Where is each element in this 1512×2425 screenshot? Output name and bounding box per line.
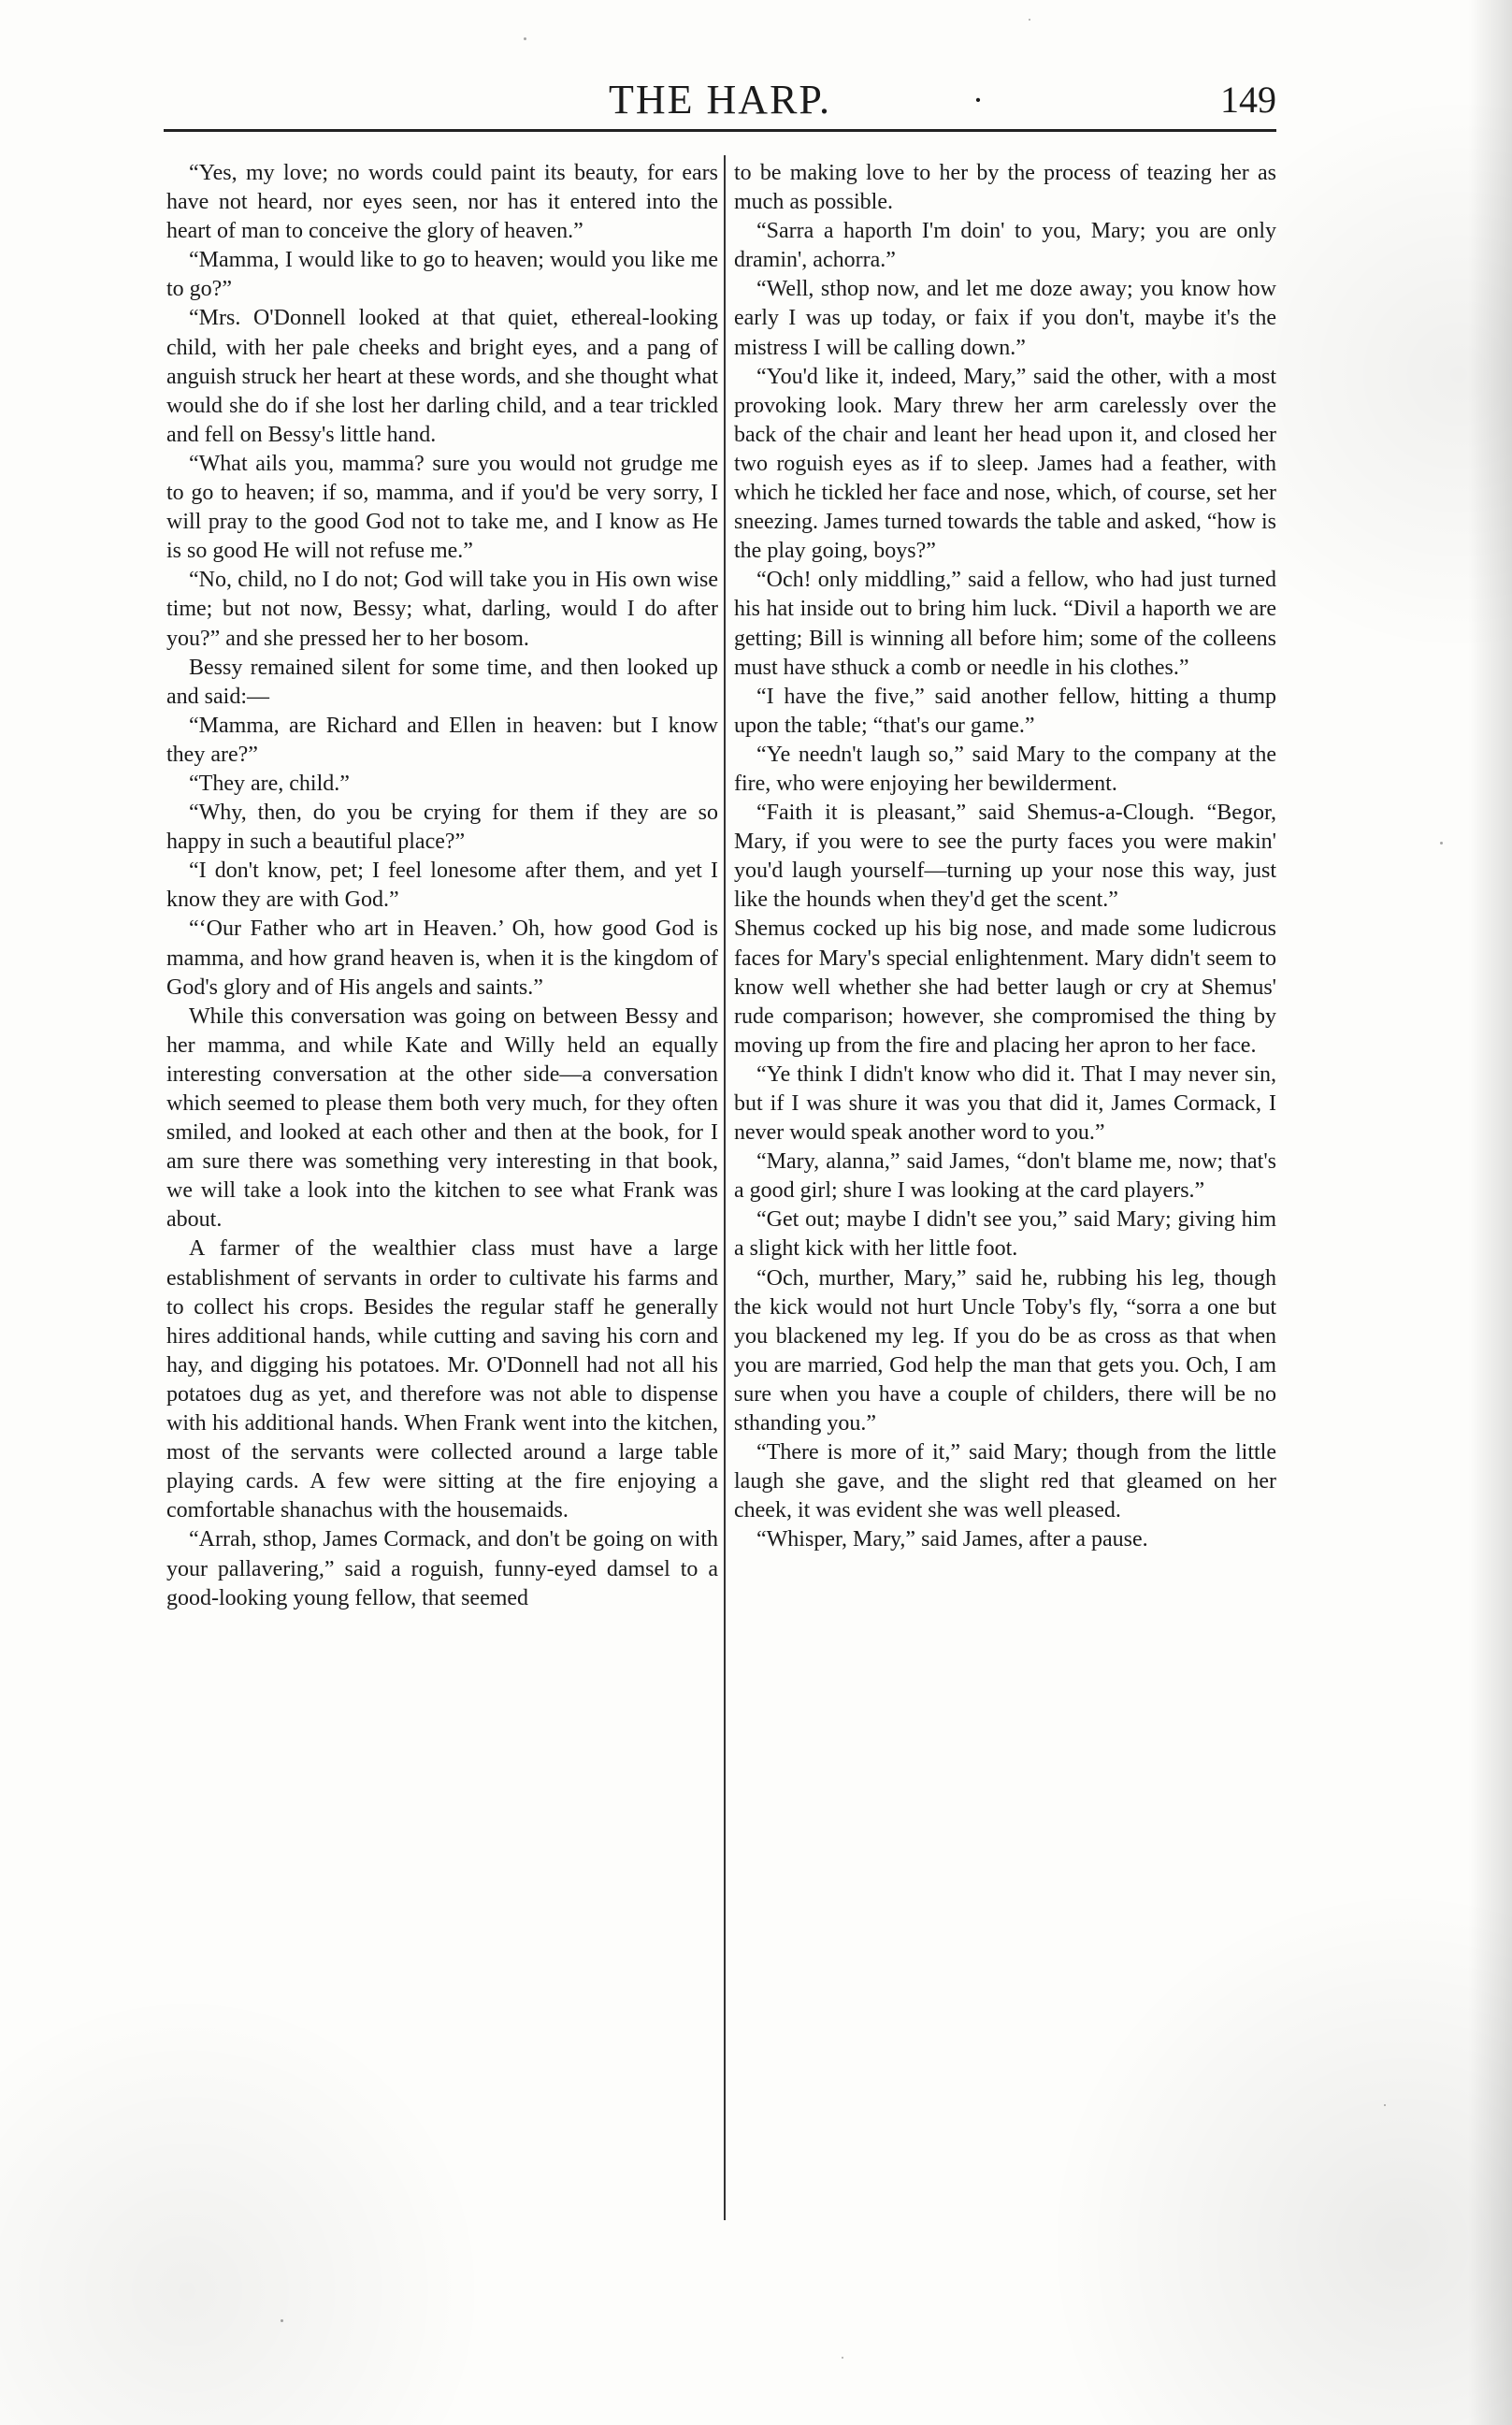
paragraph: A farmer of the wealthier class must have a large establishment of servants in order to cultivate his farms and to collect his crops. Besides the regular staff he generally hires additional hands, while cutting and saving his corn and hay, and digging his potatoes. Mr. O'Donnell had not all his potatoes dug as yet, and therefore was not able to dispense with his additional hands. When Frank went into the kitchen, most of the servants were collected around a large table playing cards. A few were sitting at the fire enjoying a comfortable shanachus with the housemaids. (166, 1236, 718, 1523)
paragraph: “Mamma, are Richard and Ellen in heaven: but I know they are?” (166, 713, 718, 767)
paragraph: “Mrs. O'Donnell looked at that quiet, ethereal-looking child, with her pale cheeks and bright eyes, and a pang of anguish struck her heart at these words, and she thought what would she do if she lost her darling child, and a tear trickled and fell on Bessy's little hand. (166, 306, 718, 447)
paragraph: “They are, child.” (189, 771, 350, 796)
paper-speck (524, 37, 526, 40)
paragraph: “‘Our Father who art in Heaven.’ Oh, how good God is mamma, and how grand heaven is, when it is the kingdom of God's glory and of His angels and saints.” (166, 917, 718, 1000)
column-divider (724, 155, 726, 2220)
paper-speck (281, 2319, 283, 2322)
paragraph: “Sarra a haporth I'm doin' to you, Mary; you are only dramin', achorra.” (734, 219, 1276, 273)
paragraph: “Whisper, Mary,” said James, after a pause. (756, 1527, 1148, 1552)
paragraph: “Get out; maybe I didn't see you,” said Mary; giving him a slight kick with her little foot. (734, 1207, 1276, 1262)
paper-speck (1440, 842, 1443, 844)
paragraph: Shemus cocked up his big nose, and made some ludicrous faces for Mary's special enlightenment. Mary didn't seem to know well whether she had better laugh or cry at Shemus' rude comparison; however, she compromised the thing by moving up from the fire and placing her apron to her face. (734, 917, 1276, 1058)
paragraph: “Ye needn't laugh so,” said Mary to the company at the fire, who were enjoying her bewilderment. (734, 742, 1276, 796)
paragraph: “There is more of it,” said Mary; though from the little laugh she gave, and the slight red that gleamed on her cheek, it was evident she was well pleased. (734, 1440, 1276, 1523)
paragraph: “Faith it is pleasant,” said Shemus-a-Clough. “Begor, Mary, if you were to see the purty faces you were makin' you'd laugh yourself—turning up your nose this way, just like the hounds when they'd get the scent.” (734, 801, 1276, 913)
paragraph: “Och! only middling,” said a fellow, who had just turned his hat inside out to bring him luck. “Divil a haporth we are getting; Bill is winning all before him; some of the colleens must have sthuck a comb or needle in his clothes.” (734, 568, 1276, 680)
paragraph: “Arrah, sthop, James Cormack, and don't be going on with your pallavering,” said a roguish, funny-eyed damsel to a good-looking young fellow, that seemed (166, 1527, 718, 1610)
paragraph: “I have the five,” said another fellow, hitting a thump upon the table; “that's our game.” (734, 684, 1276, 738)
right-column (734, 159, 1276, 1555)
paper-speck (1029, 19, 1030, 21)
paragraph: “Why, then, do you be crying for them if they are so happy in such a beautiful place?” (166, 801, 718, 855)
paper-speck (1384, 2104, 1386, 2106)
page-number: 149 (1220, 79, 1276, 121)
page-header (164, 77, 1276, 133)
left-column (166, 159, 718, 1613)
paragraph: “I don't know, pet; I feel lonesome after them, and yet I know they are with God.” (166, 859, 718, 913)
paragraph: “Yes, my love; no words could paint its beauty, for ears have not heard, nor eyes seen, nor has it entered into the heart of man to conceive the glory of heaven.” (166, 161, 718, 244)
paragraph: Bessy remained silent for some time, and then looked up and said:— (166, 655, 718, 709)
header-rule (164, 129, 1276, 132)
paragraph: “What ails you, mamma? sure you would not grudge me to go to heaven; if so, mamma, and if you'd be very sorry, I will pray to the good God not to take me, and I know as He is so good He will not refuse me.” (166, 451, 718, 564)
paragraph: to be making love to her by the process of teazing her as much as possible. (734, 161, 1276, 215)
paragraph: “You'd like it, indeed, Mary,” said the other, with a most provoking look. Mary threw her arm carelessly over the back of the chair and leant her head upon it, and closed her two roguish eyes as if to sleep. James had a feather, with which he tickled her face and nose, which, of course, set her sneezing. James turned towards the table and asked, “how is the play going, boys?” (734, 364, 1276, 564)
paragraph: “No, child, no I do not; God will take you in His own wise time; but not now, Bessy; what, darling, would I do after you?” and she pressed her to her bosom. (166, 568, 718, 651)
header-dot: · (972, 81, 984, 119)
page-edge-shadow (1468, 0, 1512, 2425)
paper-speck (842, 2357, 843, 2359)
paragraph: “Mary, alanna,” said James, “don't blame me, now; that's a good girl; shure I was looking at the card players.” (734, 1149, 1276, 1204)
paragraph: “Ye think I didn't know who did it. That I may never sin, but if I was shure it was you that did it, James Cormack, I never would speak another word to you.” (734, 1061, 1276, 1146)
paragraph: “Well, sthop now, and let me doze away; you know how early I was up today, or faix if you don't, maybe it's the mistress I will be calling down.” (734, 277, 1276, 360)
running-title: THE HARP. (608, 77, 832, 123)
paragraph: “Och, murther, Mary,” said he, rubbing his leg, though the kick would not hurt Uncle Toby's fly, “sorra a one but you blackened my leg. If you do be as cross as that when you are married, God help the man that gets you. Och, I am sure when you have a couple of childers, there will be no sthanding you.” (734, 1265, 1276, 1436)
paragraph: While this conversation was going on between Bessy and her mamma, and while Kate and Willy held an equally interesting conversation at the other side—a conversation which seemed to please them both very much, for they often smiled, and looked at each other and then at the book, for I am sure there was something very interesting in that book, we will take a look into the kitchen to see what Frank was about. (166, 1003, 718, 1233)
paragraph: “Mamma, I would like to go to heaven; would you like me to go?” (166, 248, 718, 302)
